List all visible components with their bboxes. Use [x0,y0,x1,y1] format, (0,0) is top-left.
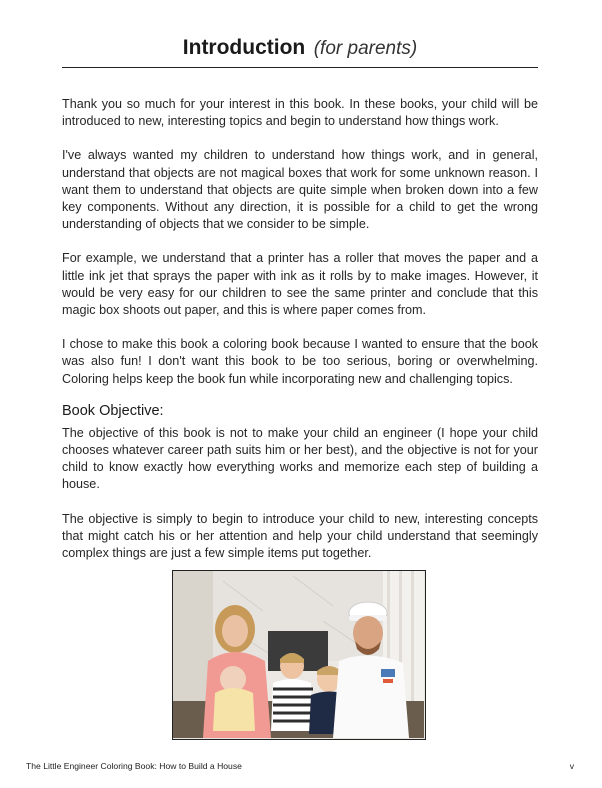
paragraph-objective-simply: The objective is simply to begin to introduce your child to new, interesting concepts that might catch his or her attention and help your child understand that seemingly complex things are just a few simple items put together. [62,511,538,561]
page-title [62,36,538,60]
paragraph-understanding: I've always wanted my children to understand how things work, and in general, understand that objects are not magical boxes that work for some unknown reason. I want them to understand that objects are quite simple when broken down into a few key components. Without any direction, it is possible for a child to get the wrong understanding of objects that we consider to be simple. [62,148,538,232]
family-photo [172,570,426,740]
paragraph-objective-not: The objective of this book is not to make your child an engineer (I hope your child chooses whatever career path suits him or her best), and the objective is not for your child to know exactly how everything works and memorize each step of building a house. [62,425,538,492]
footer-page-number: v [569,761,574,771]
content-body [62,96,538,579]
title-divider [62,67,538,68]
footer-book-title: The Little Engineer Coloring Book: How to Build a House [26,761,242,771]
paragraph-thanks: Thank you so much for your interest in this book. In these books, your child will be introduced to new, interesting topics and begin to understand how things work. [62,97,538,129]
title-main: Introduction [182,36,306,59]
paragraph-coloring-book: I chose to make this book a coloring book because I wanted to ensure that the book was also fun! I don't want this book to be too serious, boring or overwhelming. Coloring helps keep the book fun while incorporating new and challenging topics. [62,337,538,386]
paragraph-printer-example: For example, we understand that a printer has a roller that moves the paper and a little ink jet that sprays the paper with ink as it rolls by to make images. However, it would be very easy for our children to see the same printer and conclude that this magic box shoots out paper, and this is where paper comes from. [62,251,538,318]
title-subtitle: (for parents) [313,38,418,59]
objective-heading: Book Objective: [62,402,164,419]
family-photo-illustration [173,571,424,738]
